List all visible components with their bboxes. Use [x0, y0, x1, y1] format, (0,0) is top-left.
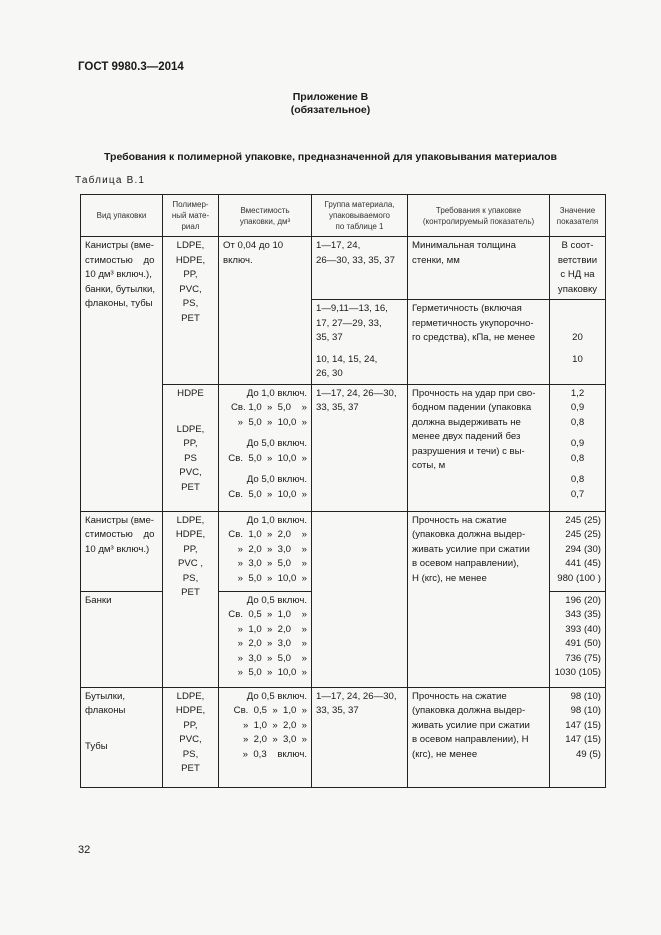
text-line: 10 дм³ включ.),: [85, 269, 152, 280]
text-line: PVC,: [179, 467, 202, 478]
text-line: » 1,0 » 2,0 »: [242, 719, 307, 731]
text-line: От 0,04 до 10: [223, 240, 284, 251]
cell-kind: [81, 511, 163, 591]
text-line: LDPE,: [176, 423, 205, 435]
cell-value: [550, 237, 606, 300]
cell-requirement: [408, 384, 550, 511]
header-group: [312, 195, 408, 237]
value: 0,9: [570, 402, 585, 413]
text-line: включ.: [223, 254, 253, 266]
value: 0,8: [570, 416, 585, 428]
text-line: живать усилие при сжатии: [412, 719, 530, 731]
text-line: PVC ,: [177, 558, 204, 569]
text-line: PS,: [182, 298, 199, 309]
text-line: Св. 1,0 » 2,0 »: [228, 529, 307, 540]
text-line: 26, 30: [316, 368, 343, 379]
text-line: LDPE,: [176, 690, 205, 702]
section-title: Требования к полимерной упаковке, предназначенной для упаковывания материалов: [104, 151, 557, 163]
text-line: » 3,0 » 5,0 »: [237, 558, 307, 569]
text-line: 147 (15): [565, 734, 601, 745]
text-line: Полимер-: [172, 200, 209, 209]
text-line: упаковываемого: [328, 211, 391, 220]
text-line: Требования к упаковке: [435, 205, 522, 215]
text-line: » 2,0 » 3,0 »: [237, 638, 307, 649]
value: 1,2: [570, 387, 585, 399]
group-list-b: [316, 302, 403, 346]
cell-group: [312, 384, 408, 511]
table-row: [81, 237, 606, 300]
text-line: PP,: [183, 543, 198, 555]
capacity-line: Св. 5,0 » 10,0 »: [228, 488, 307, 500]
cell-requirement: [408, 300, 550, 385]
appendix-heading: [0, 91, 661, 117]
text-line: Прочность на удар при сво-: [412, 387, 536, 399]
text-line: PS,: [182, 572, 199, 584]
text-line: 294 (30): [565, 543, 601, 555]
cell-material: [163, 384, 219, 511]
cell-group: [312, 511, 408, 687]
cell-material: [163, 237, 219, 385]
text-line: LDPE,: [176, 240, 205, 251]
text-line: » 3,0 » 5,0 »: [237, 652, 307, 664]
text-line: PET: [181, 587, 200, 598]
text-line: банки, бутылки,: [85, 283, 155, 295]
group-list-c: [316, 353, 403, 382]
cell-group: [312, 300, 408, 385]
header-kind: Вид упаковки: [81, 195, 163, 237]
header-value: [550, 195, 606, 237]
text-line: 147 (15): [565, 719, 601, 731]
text-line: В соот-: [561, 240, 594, 251]
appendix-title: Приложение В: [292, 91, 369, 103]
text-line: PP,: [183, 269, 198, 280]
value-b: 20: [572, 332, 583, 343]
text-line: Прочность на сжатие: [412, 690, 507, 702]
text-line: PET: [181, 312, 200, 324]
text-line: 35, 37: [316, 332, 343, 343]
text-line: 736 (75): [565, 652, 601, 664]
value: 0,8: [570, 452, 585, 464]
appendix-note: (обязательное): [290, 104, 371, 116]
text-line: (кгс), не менее: [412, 748, 478, 760]
cell-capacity: [219, 591, 312, 687]
text-line: Св. 0,5 » 1,0 »: [228, 609, 307, 620]
text-line: упаковку: [557, 283, 598, 295]
text-line: HDPE,: [175, 705, 206, 716]
capacity-line: До 5,0 включ.: [246, 438, 307, 449]
cell-capacity: [219, 687, 312, 787]
text-line: PS,: [182, 748, 199, 760]
text-line: флаконы, тубы: [85, 298, 153, 309]
requirements-table: [80, 194, 606, 788]
text-line: 49 (5): [575, 748, 601, 760]
text-line: » 2,0 » 3,0 »: [237, 543, 307, 555]
text-line: Канистры (вме-: [85, 514, 154, 526]
material-list: [167, 423, 214, 496]
text-line: 1—9,11—13, 16,: [316, 303, 388, 314]
cell-requirement: [408, 511, 550, 687]
text-line: HDPE,: [175, 254, 206, 266]
text-line: 10 дм³ включ.): [85, 543, 150, 555]
text-line: ветствии: [557, 254, 598, 266]
text-line: 98 (10): [570, 705, 601, 716]
text-line: 33, 35, 37: [316, 402, 359, 413]
text-line: Минимальная толщина: [412, 240, 516, 251]
cell-material: [163, 511, 219, 687]
text-line: 1030 (105): [554, 667, 601, 678]
header-requirement: [408, 195, 550, 237]
text-line: (упаковка должна выдер-: [412, 705, 526, 716]
capacity-line: Св. 5,0 » 10,0 »: [228, 452, 307, 464]
text-line: Герметичность (включая: [412, 303, 522, 314]
text-line: Значение: [559, 205, 596, 215]
text-line: ный мате-: [171, 211, 210, 220]
text-line: стенки, мм: [412, 254, 460, 266]
cell-material: [163, 687, 219, 787]
text-line: » 0,3 включ.: [242, 748, 307, 760]
text-line: стимостью до: [85, 254, 155, 266]
table-label: Таблица В.1: [75, 175, 146, 186]
header-capacity: [219, 195, 312, 237]
cell-group: [312, 687, 408, 787]
text-line: PVC,: [179, 283, 202, 295]
cell-capacity: [219, 237, 312, 385]
cell-requirement: [408, 687, 550, 787]
text-line: PVC,: [179, 734, 202, 745]
text-line: 196 (20): [565, 594, 601, 606]
cell-capacity: [219, 384, 312, 511]
table-row: [81, 687, 606, 787]
table-header-row: [81, 195, 606, 237]
page-number: 32: [78, 844, 91, 856]
text-line: 26—30, 33, 35, 37: [316, 254, 395, 266]
text-line: PP,: [183, 719, 198, 731]
text-line: 245 (25): [565, 529, 601, 540]
text-line: PET: [181, 481, 200, 493]
text-line: го средства), кПа, не менее: [412, 332, 536, 343]
text-line: PET: [181, 763, 200, 774]
text-line: 1—17, 24, 26—30,: [316, 387, 397, 399]
text-line: HDPE,: [175, 529, 206, 540]
cell-value: [550, 300, 606, 385]
text-line: 1—17, 24,: [316, 240, 361, 251]
text-line: » 5,0 » 10,0 »: [237, 572, 307, 584]
capacity-line: Св. 1,0 » 5,0 »: [230, 402, 307, 413]
cell-value: [550, 384, 606, 511]
text-line: 10, 14, 15, 24,: [316, 353, 378, 365]
text-line: флаконы: [85, 705, 126, 716]
text-line: 98 (10): [570, 690, 601, 702]
text-line: менее двух падений без: [412, 431, 521, 442]
text-line: стимостью до: [85, 529, 155, 540]
text-line: PS: [184, 452, 197, 464]
text-line: Группа материала,: [324, 200, 395, 209]
capacity-line: » 5,0 » 10,0 »: [237, 416, 307, 428]
value: 0,7: [570, 488, 585, 500]
cell-value: [550, 687, 606, 787]
kind-list: [85, 690, 158, 719]
cell-kind: [81, 237, 163, 512]
text-line: с НД на: [560, 269, 595, 280]
text-line: Вместимость: [240, 205, 290, 215]
text-line: 393 (40): [565, 623, 601, 635]
text-line: разрушения и течи) с вы-: [412, 445, 525, 457]
standard-header: ГОСТ 9980.3—2014: [78, 61, 184, 73]
text-line: 491 (50): [565, 638, 601, 649]
text-line: LDPE,: [176, 514, 205, 526]
text-line: Св. 0,5 » 1,0 »: [233, 705, 307, 716]
text-line: 980 (100 ): [557, 572, 601, 584]
text-line: по таблице 1: [335, 222, 384, 231]
capacity-line: До 1,0 включ.: [246, 387, 307, 399]
cell-requirement: [408, 237, 550, 300]
text-line: в осевом направлении), Н: [412, 734, 529, 745]
cell-kind: [81, 687, 163, 787]
text-line: » 2,0 » 3,0 »: [242, 734, 307, 745]
text-line: (упаковка должна выдер-: [412, 529, 526, 540]
text-line: показателя: [556, 216, 599, 226]
text-line: До 0,5 включ.: [246, 594, 307, 606]
value: 0,9: [570, 438, 585, 449]
text-line: 33, 35, 37: [316, 705, 359, 716]
text-line: Н (кгс), не менее: [412, 572, 487, 584]
value: 0,8: [570, 474, 585, 485]
text-line: (контролируемый показатель): [422, 216, 535, 226]
text-line: должна выдерживать не: [412, 416, 521, 428]
table-row: [81, 511, 606, 591]
text-line: 245 (25): [565, 514, 601, 526]
text-line: в осевом направлении),: [412, 558, 520, 569]
text-line: 1—17, 24, 26—30,: [316, 690, 397, 702]
cell-group: [312, 237, 408, 300]
text-line: бодном падении (упаковка: [412, 402, 532, 413]
text-line: соты, м: [412, 460, 446, 471]
text-line: Прочность на сжатие: [412, 514, 507, 526]
cell-capacity: [219, 511, 312, 591]
text-line: риал: [181, 222, 200, 231]
cell-value: [550, 511, 606, 591]
capacity-line: До 5,0 включ.: [246, 474, 307, 485]
text-line: До 1,0 включ.: [246, 514, 307, 526]
text-line: 343 (35): [565, 609, 601, 620]
value-c: 10: [572, 353, 583, 365]
cell-value: [550, 591, 606, 687]
text-line: » 1,0 » 2,0 »: [237, 623, 307, 635]
material-hdpe: HDPE: [177, 387, 204, 399]
text-line: 17, 27—29, 33,: [316, 317, 382, 329]
kind-tubes: Тубы: [85, 741, 108, 752]
text-line: Бутылки,: [85, 690, 125, 702]
cell-kind: Банки: [81, 591, 163, 687]
text-line: 441 (45): [565, 558, 601, 569]
text-line: Канистры (вме-: [85, 240, 154, 251]
text-line: герметичность укупорочно-: [412, 317, 534, 329]
text-line: упаковки, дм³: [239, 216, 291, 226]
text-line: » 5,0 » 10,0 »: [237, 667, 307, 678]
header-material: [163, 195, 219, 237]
text-line: живать усилие при сжатии: [412, 543, 530, 555]
text-line: До 0,5 включ.: [246, 690, 307, 702]
text-line: PP,: [183, 438, 198, 449]
